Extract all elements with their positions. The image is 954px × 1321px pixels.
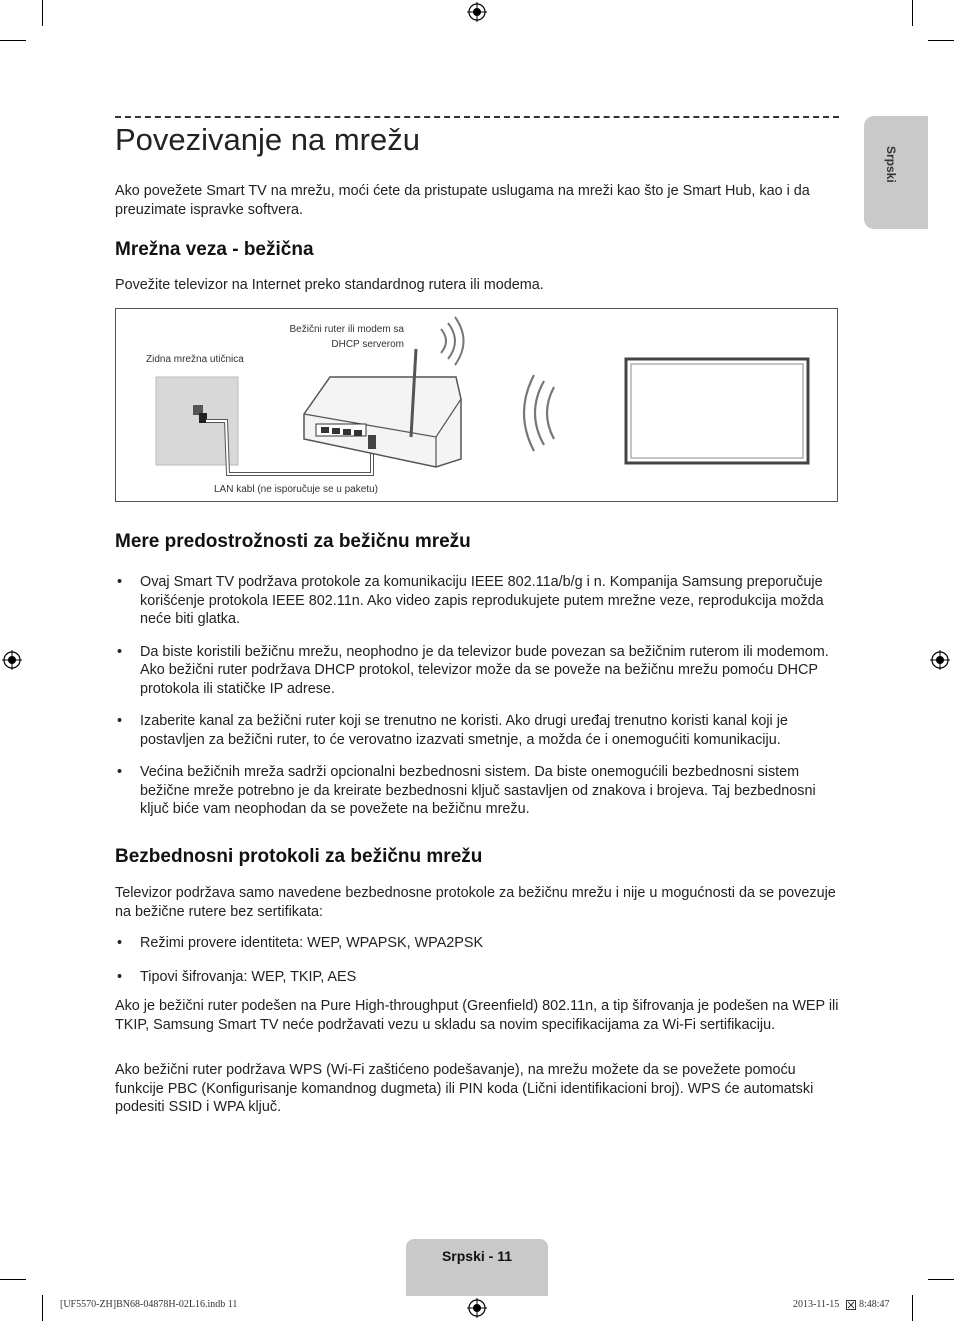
clock-icon <box>846 1300 856 1310</box>
language-side-tab-label: Srpski <box>884 146 898 183</box>
wireless-heading: Mrežna veza - bežična <box>115 239 314 260</box>
footer-file-info: [UF5570-ZH]BN68-04878H-02L16.indb 11 <box>60 1299 238 1310</box>
crop-mark <box>0 1279 26 1280</box>
title-divider <box>115 116 839 118</box>
registration-mark-icon <box>467 2 487 22</box>
crop-mark <box>928 40 954 41</box>
list-item: • Da biste koristili bežičnu mrežu, neophodno je da televizor bude povezan sa bežičnim ruterom ili modemom. Ako bežični ruter podržava DHCP protokol, televizor može da se poveže na bežičnu mrežu pomoću DHCP protokola ili statičke IP adrese. <box>115 643 839 699</box>
diagram-art <box>116 309 837 501</box>
language-side-tab <box>864 116 928 229</box>
router-icon <box>304 349 461 467</box>
network-diagram <box>115 308 838 502</box>
footer-date: 2013-11-15 <box>793 1299 840 1310</box>
wall-socket-label: Zidna mrežna utičnica <box>146 354 244 365</box>
list-item: • Ovaj Smart TV podržava protokole za komunikaciju IEEE 802.11a/b/g i n. Kompanija Samsung preporučuje korišćenje protokola IEEE 802.11n. Ako video zapis reprodukujete putem mrežne veze, reprodukcija možda neće biti glatka. <box>115 573 839 629</box>
wireless-text: Povežite televizor na Internet preko standardnog rutera ili modema. <box>115 277 544 293</box>
list-item: • Režimi provere identiteta: WEP, WPAPSK, WPA2PSK <box>115 934 839 953</box>
crop-mark <box>42 0 43 26</box>
page-number: Srpski - 11 <box>441 1248 513 1264</box>
list-item: • Izaberite kanal za bežični ruter koji se trenutno ne koristi. Ako drugi uređaj trenutno koristi kanal koji je postavljen za bežični ruter, to će verovatno izazvati smetnje, a možda će i onemogućiti komunikaciju. <box>115 712 839 749</box>
intro-paragraph: Ako povežete Smart TV na mrežu, moći ćete da pristupate uslugama na mreži kao što je Smart Hub, kao i da preuzimate ispravke softvera. <box>115 183 810 218</box>
security-heading: Bezbednosni protokoli za bežičnu mrežu <box>115 846 483 867</box>
precautions-list <box>115 573 839 819</box>
registration-mark-icon <box>930 650 950 670</box>
security-list <box>115 934 839 986</box>
crop-mark <box>42 1295 43 1321</box>
security-paragraph-2: Ako bežični ruter podržava WPS (Wi-Fi zaštićeno podešavanje), na mrežu možete da se povežete pomoću funkcije PBC (Konfigurisanje komandnog dugmeta) ili PIN koda (Lični identifikacioni broj). WPS će automatski podesiti SSID i WPA ključ. <box>115 1062 814 1115</box>
page-number-tab <box>406 1239 548 1296</box>
tv-icon <box>626 359 808 463</box>
crop-mark <box>0 40 26 41</box>
page-title: Povezivanje na mrežu <box>115 122 420 157</box>
footer-time: 8:48:47 <box>859 1299 890 1310</box>
list-item: • Većina bežičnih mreža sadrži opcionalni bezbednosni sistem. Da biste onemogućili bezbednosni sistem bežične mreže potrebno je da kreirate bezbednosni ključ sastavljen od znakova i brojeva. Taj bezbednosni ključ biće vam neophodan da se povežete na bežičnu mrežu. <box>115 763 839 819</box>
lan-cable-label: LAN kabl (ne isporučuje se u paketu) <box>214 484 378 495</box>
router-wifi-signal-icon <box>441 317 464 365</box>
crop-mark <box>912 1295 913 1321</box>
security-paragraph-1: Ako je bežični ruter podešen na Pure High-throughput (Greenfield) 802.11n, a tip šifrovanja je podešen na WEP ili TKIP, Samsung Smart TV neće podržavati vezu u skladu sa novim specifikacijama za Wi-Fi sertifikaciju. <box>115 998 839 1033</box>
registration-mark-icon <box>467 1298 487 1318</box>
crop-mark <box>928 1279 954 1280</box>
security-intro: Televizor podržava samo navedene bezbednosne protokole za bežičnu mrežu i nije u mogućnosti da se povezuje na bežične rutere bez sertifikata: <box>115 885 836 920</box>
precautions-heading: Mere predostrožnosti za bežičnu mrežu <box>115 531 471 552</box>
wifi-signal-icon <box>524 375 554 451</box>
crop-mark <box>912 0 913 26</box>
registration-mark-icon <box>2 650 22 670</box>
list-item: • Tipovi šifrovanja: WEP, TKIP, AES <box>115 968 839 987</box>
router-label-line2: DHCP serverom <box>331 339 404 350</box>
router-label-line1: Bežični ruter ili modem sa <box>289 324 404 335</box>
